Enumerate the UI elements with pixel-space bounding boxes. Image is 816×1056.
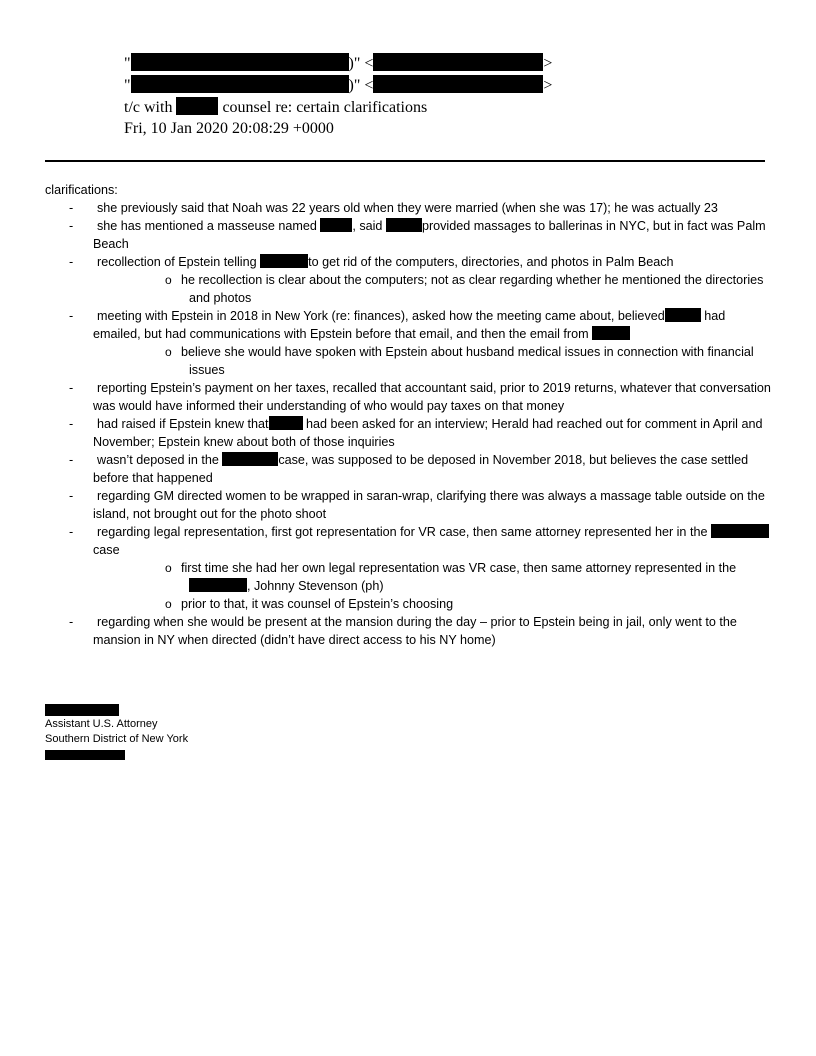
- sub-list-item: [93, 595, 775, 613]
- item-text: , said: [352, 219, 383, 233]
- item-text: prior to that, it was counsel of Epstein’s choosing: [181, 597, 454, 611]
- dash-bullet: -: [69, 201, 74, 215]
- dash-bullet: -: [69, 453, 74, 467]
- item-text: recollection of Epstein telling: [97, 255, 257, 269]
- item-text: he recollection is clear about the computers; not as clear regarding whether he mentioned the directories and photos: [181, 273, 764, 305]
- date-value: Fri, 10 Jan 2020 20:08:29 +0000: [124, 120, 334, 137]
- list-item: [45, 613, 775, 649]
- item-text: , Johnny Stevenson (ph): [247, 579, 384, 593]
- item-text: she has mentioned a masseuse named: [97, 219, 317, 233]
- signature-block: [45, 704, 188, 760]
- redaction-box: [260, 254, 308, 268]
- redaction-box: [320, 218, 352, 232]
- item-text: provided massages to ballerinas in NYC, but in fact was Palm Beach: [93, 219, 766, 251]
- clarifications-list: [45, 199, 775, 649]
- list-item: [45, 451, 775, 487]
- dash-bullet: -: [69, 525, 74, 539]
- dash-bullet: -: [69, 417, 74, 431]
- list-item: [45, 307, 775, 379]
- sub-list-item: [93, 271, 775, 307]
- redaction-box: [131, 53, 349, 71]
- redaction-box: [711, 524, 769, 538]
- item-text: regarding when she would be present at the mansion during the day – prior to Epstein being in jail, only went to the mansion in NY when directed (didn’t have direct access to his NY home): [93, 615, 737, 647]
- redaction-box: [45, 750, 125, 760]
- dash-bullet: -: [69, 381, 74, 395]
- list-item: [45, 487, 775, 523]
- list-item: [45, 217, 775, 253]
- header-divider: [45, 160, 765, 162]
- circle-bullet: o: [165, 345, 172, 359]
- subject-suffix: counsel re: certain clarifications: [222, 99, 428, 116]
- sub-list-item: [93, 343, 775, 379]
- quote-open: ": [124, 55, 131, 72]
- redaction-box: [176, 97, 218, 115]
- list-item: [45, 379, 775, 415]
- dash-bullet: -: [69, 489, 74, 503]
- item-text: regarding legal representation, first got representation for VR case, then same attorney represented her in the: [97, 525, 708, 539]
- redaction-box: [269, 416, 303, 430]
- body-intro: clarifications:: [45, 183, 118, 197]
- quote-mid: )" <: [348, 77, 374, 94]
- quote-open: ": [124, 77, 131, 94]
- redaction-box: [386, 218, 422, 232]
- item-text: wasn’t deposed in the: [97, 453, 219, 467]
- item-text: regarding GM directed women to be wrapped in saran-wrap, clarifying there was always a massage table outside on the island, not brought out for the photo shoot: [93, 489, 765, 521]
- item-text: reporting Epstein’s payment on her taxes, recalled that accountant said, prior to 2019 returns, whatever that conversation was would have informed their understanding of who would pay taxes on that money: [93, 381, 771, 413]
- signature-title: Assistant U.S. Attorney: [45, 718, 158, 730]
- dash-bullet: -: [69, 219, 74, 233]
- redaction-box: [45, 704, 119, 716]
- from-value: [124, 53, 552, 74]
- item-text: had emailed, but had communications with Epstein before that email, and then the email from: [93, 309, 726, 341]
- to-value: [124, 75, 552, 96]
- dash-bullet: -: [69, 615, 74, 629]
- item-text: first time she had her own legal representation was VR case, then same attorney represented in the: [181, 561, 737, 575]
- redaction-box: [373, 53, 543, 71]
- item-text: had raised if Epstein knew that: [97, 417, 269, 431]
- email-body: [45, 181, 775, 649]
- quote-mid: )" <: [348, 55, 374, 72]
- redaction-box: [665, 308, 701, 322]
- sub-list: [93, 559, 775, 613]
- list-item: [45, 523, 775, 613]
- subject-value: [124, 97, 427, 118]
- item-text: case, was supposed to be deposed in November 2018, but believes the case settled before that happened: [93, 453, 749, 485]
- redaction-box: [373, 75, 543, 93]
- signature-office: Southern District of New York: [45, 733, 189, 745]
- item-text: had been asked for an interview; Herald had reached out for comment in April and November; Epstein knew about both of those inquiries: [93, 417, 763, 449]
- item-text: case: [93, 543, 120, 557]
- circle-bullet: o: [165, 597, 172, 611]
- list-item: [45, 253, 775, 307]
- item-text: meeting with Epstein in 2018 in New York (re: finances), asked how the meeting came about, believed: [97, 309, 665, 323]
- redaction-box: [189, 578, 247, 592]
- subject-prefix: t/c with: [124, 99, 173, 116]
- list-item: [45, 415, 775, 451]
- item-text: to get rid of the computers, directories, and photos in Palm Beach: [308, 255, 674, 269]
- redaction-box: [222, 452, 278, 466]
- list-item: [45, 199, 775, 217]
- item-text: she previously said that Noah was 22 years old when they were married (when she was 17); he was actually 23: [97, 201, 718, 215]
- circle-bullet: o: [165, 561, 172, 575]
- item-text: believe she would have spoken with Epstein about husband medical issues in connection with financial issues: [181, 345, 754, 377]
- redaction-box: [592, 326, 630, 340]
- dash-bullet: -: [69, 309, 74, 323]
- quote-close: >: [543, 77, 553, 94]
- circle-bullet: o: [165, 273, 172, 287]
- dash-bullet: -: [69, 255, 74, 269]
- redaction-box: [131, 75, 349, 93]
- sub-list-item: [93, 559, 775, 595]
- sub-list: [93, 343, 775, 379]
- quote-close: >: [543, 55, 553, 72]
- sub-list: [93, 271, 775, 307]
